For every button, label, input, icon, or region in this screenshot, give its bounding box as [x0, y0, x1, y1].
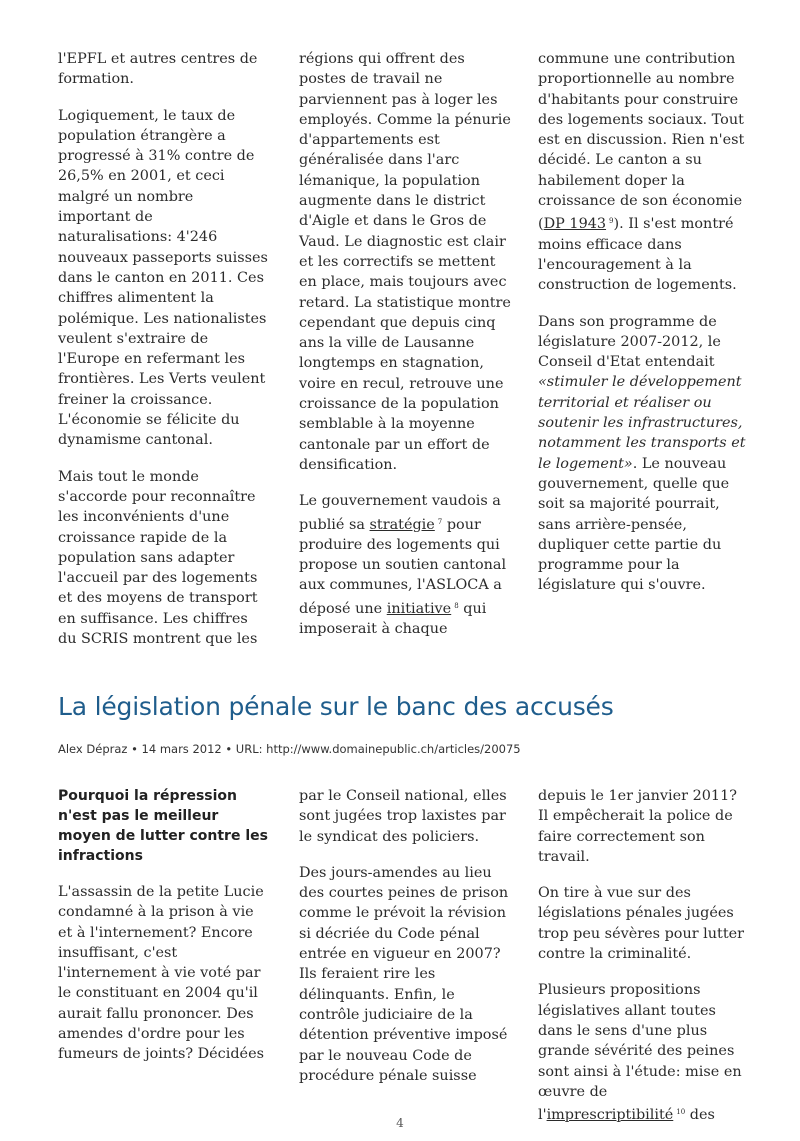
paragraph	[538, 49, 750, 296]
paragraph: On tire à vue sur des législations pénales jugées trop peu sévères pour lutter contre la criminalité.	[538, 885, 745, 963]
paragraph: régions qui offrent des postes de travail ne parviennent pas à loger les employés. Comme la pénurie d'appartements est généralisée dans l'arc lémanique, la population augmente dans le district d'Aigle et dans le Gros de Vaud. Le diagnostic est clair et les correctifs se mettent en place, mais toujours avec retard. La statistique montre cependant que depuis cinq ans la ville de Lausanne longtemps en stagnation, voire en recul, retrouve une croissance de la population semblable à la moyenne cantonale par un effort de densification.	[299, 51, 511, 473]
footnote-marker[interactable]: 10	[676, 1108, 686, 1117]
column-2-top	[299, 49, 511, 655]
article-byline: Alex Dépraz • 14 mars 2012 • URL: http://www.domainepublic.ch/articles/20075	[58, 742, 521, 756]
paragraph	[538, 980, 750, 1125]
column-1-article	[58, 786, 270, 1081]
initiative-link[interactable]: initiative	[386, 600, 452, 617]
strategie-link[interactable]: stratégie	[369, 516, 435, 533]
paragraph: depuis le 1er janvier 2011? Il empêcherait la police de faire correctement son travail.	[538, 788, 737, 865]
footnote-marker[interactable]: 7	[437, 517, 443, 526]
footnote-marker[interactable]: 9	[609, 217, 614, 226]
text-run: . Le nouveau gouvernement, quelle que soit sa majorité pourrait, sans arrière-pensée, dupliquer cette partie du programme pour la législature qui s'ouvre.	[538, 455, 730, 594]
quote: «stimuler le développement territorial et réaliser ou soutenir les infrastructures, notamment les transports et le logement»	[538, 374, 746, 472]
article-subhead: Pourquoi la répression n'est pas le meilleur moyen de lutter contre les infractions	[58, 788, 268, 864]
text-run: Plusieurs propositions législatives allant toutes dans le sens d'une plus grande sévérité des peines sont ainsi à l'étude: mise en œuvre de l'	[538, 982, 742, 1124]
paragraph: Logiquement, le taux de population étrangère a progressé à 31% contre de 26,5% en 2001, et ceci malgré un nombre important de naturalisations: 4'246 nouveaux passeports suisses dans le canton en 2011. Ces chiffres alimentent la polémique. Les nationalistes veulent s'extraire de l'Europe en refermant les frontières. Les Verts veulent freiner la croissance. L'économie se félicite du dynamisme cantonal.	[58, 107, 268, 449]
text-run: pour produire des logements qui propose un soutien cantonal aux communes, l'ASLOCA a déposé une	[299, 516, 507, 617]
paragraph: Mais tout le monde s'accorde pour reconnaître les inconvénients d'une croissance rapide de la population sans adapter l'accueil par des logements et des moyens de transport en suffisance. Les chiffres du SCRIS montrent que les	[58, 468, 258, 648]
article-title: La législation pénale sur le banc des accusés	[58, 692, 614, 721]
column-3-top	[538, 49, 750, 612]
text-run: commune une contribution proportionnelle au nombre d'habitants pour construire des logements sociaux. Tout est en discussion. Rien n'est décidé. Le canton a su habilement doper la croissance de son économie (	[538, 51, 745, 233]
paragraph	[299, 491, 511, 639]
text-run: Le gouvernement vaudois a publié sa	[299, 493, 501, 533]
dp-1943-link[interactable]: DP 1943	[543, 216, 607, 233]
paragraph: L'assassin de la petite Lucie condamné à la prison à vie et à l'internement? Encore insuffisant, c'est l'internement à vie voté par le constituant en 2004 qu'il aurait fallu prononcer. Des amendes d'ordre pour les fumeurs de joints? Décidées	[58, 884, 264, 1063]
page-number: 4	[396, 1116, 404, 1130]
paragraph: par le Conseil national, elles sont jugées trop laxistes par le syndicat des policiers.	[299, 788, 507, 845]
paragraph: Des jours-amendes au lieu des courtes peines de prison comme le prévoit la révision si décriée du Code pénal entrée en vigueur en 2007? Ils feraient rire les délinquants. Enfin, le contrôle judiciaire de la détention préventive imposé par le nouveau Code de procédure pénale suisse	[299, 864, 509, 1084]
column-1-top	[58, 49, 270, 665]
column-3-article	[538, 786, 750, 1141]
imprescriptibilite-link[interactable]: imprescriptibilité	[546, 1107, 674, 1124]
paragraph	[538, 312, 750, 596]
text-run: Dans son programme de législature 2007-2012, le Conseil d'Etat entendait	[538, 313, 721, 371]
text-run: ). Il s'est montré moins efficace dans l'encouragement à la construction de logements.	[538, 216, 737, 294]
column-2-article	[299, 786, 511, 1102]
text-run: qui imposerait à chaque	[299, 600, 487, 638]
text-run: des	[685, 1107, 715, 1124]
paragraph: l'EPFL et autres centres de formation.	[58, 51, 258, 88]
footnote-marker[interactable]: 8	[454, 601, 459, 610]
